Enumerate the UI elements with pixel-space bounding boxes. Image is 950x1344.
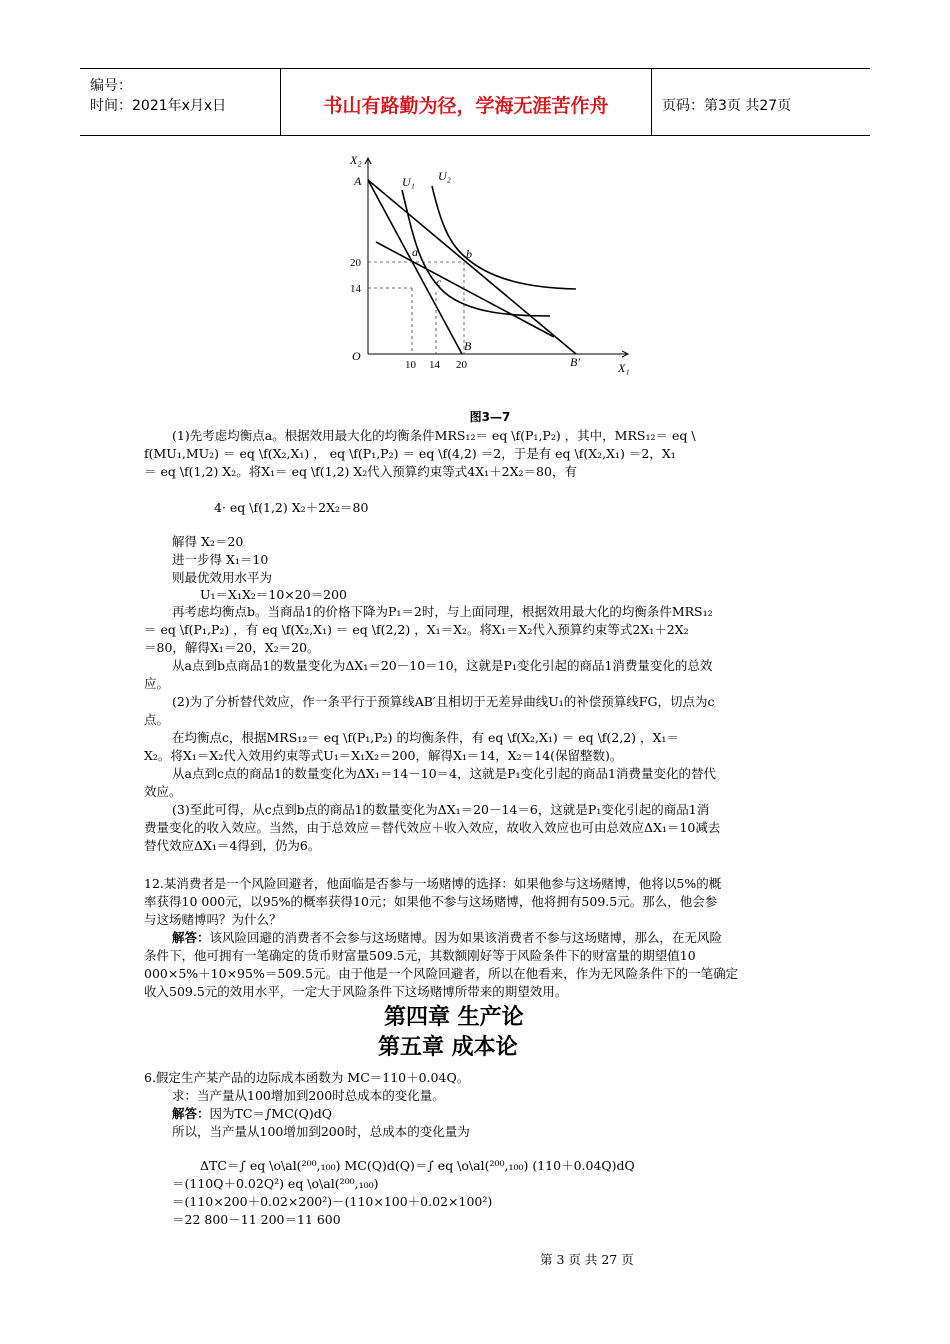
chapter-5-title: 第五章 成本论 — [378, 1035, 518, 1060]
label-x2: X₂ — [350, 153, 362, 167]
document-header — [80, 68, 870, 136]
answer-text: 该风险回避的消费者不会参与这场赌博。因为如果该消费者不参与这场赌博，那么，在无风险 — [209, 930, 723, 945]
number-label: 编号： — [90, 78, 132, 94]
text-line: (2)为了分析替代效应，作一条平行于预算线AB′且相切于无差异曲线U₁的补偿预算线FG，切点为c — [172, 694, 715, 709]
indifference-curve-figure — [340, 150, 640, 380]
answer-text: 000×5%＋10×95%＝509.5元。由于他是一个风险回避者，所以在他看来，作为无风险条件下的一笔确定 — [144, 966, 739, 981]
answer-text: 条件下，他可拥有一笔确定的货币财富量509.5元，其数额刚好等于风险条件下的财富量的期望值10 — [144, 948, 696, 963]
indifference-curve-u1 — [402, 190, 550, 316]
question-text: 12.某消费者是一个风险回避者，他面临是否参与一场赌博的选择：如果他参与这场赌博，他将以5%的概 — [144, 876, 722, 891]
answer-line — [172, 1106, 332, 1122]
date-label: 时间：2021年x月x日 — [90, 98, 227, 114]
motto: 书山有路勤为径，学海无涯苦作舟 — [323, 95, 609, 117]
label-u2: U₂ — [438, 169, 451, 183]
equation-line: ＝(110×200＋0.02×200²)－(110×100＋0.02×100²) — [172, 1194, 493, 1209]
question-text: 率获得10 000元，以95%的概率获得10元；如果他不参与这场赌博，他将拥有509.5元。那么，他会参 — [144, 894, 718, 909]
header-left-cell — [80, 69, 281, 135]
label-b-axis: B — [464, 339, 472, 353]
label-point-b: b — [466, 247, 472, 261]
label-x1: X₁ — [618, 361, 630, 375]
budget-line-abprime — [368, 180, 576, 354]
equation-line: U₁＝X₁X₂＝10×20＝200 — [200, 587, 348, 602]
text-line: 从a点到c点的商品1的数量变化为ΔX₁＝14－10＝4，这就是P₁变化引起的商品1消费量变化的替代 — [172, 766, 716, 781]
question-text: 与这场赌博吗？为什么？ — [144, 912, 282, 927]
page-label: 页码：第3页 共27页 — [662, 98, 792, 114]
figure-caption: 图3—7 — [469, 410, 511, 424]
text-line: 再考虑均衡点b。当商品1的价格下降为P₁＝2时，与上面同理，根据效用最大化的均衡条件MRS₁₂ — [172, 604, 713, 619]
text-line: 则最优效用水平为 — [172, 570, 273, 585]
answer-label: 解答： — [172, 930, 210, 945]
text-line: (1)先考虑均衡点a。根据效用最大化的均衡条件MRS₁₂＝ eq \f(P₁,P₂) ，其中，MRS₁₂＝ eq \ — [172, 428, 696, 443]
label-x10: 10 — [405, 359, 416, 371]
text-line: 应。 — [144, 676, 170, 691]
text-line: 进一步得 X₁＝10 — [172, 552, 269, 567]
equation-line: ＝22 800－11 200＝11 600 — [172, 1212, 341, 1227]
label-origin: O — [352, 349, 361, 363]
text-line: 效应。 — [144, 784, 182, 799]
question-text: 求：当产量从100增加到200时总成本的变化量。 — [172, 1088, 445, 1103]
text-line: 点。 — [144, 712, 170, 727]
header-page-cell — [652, 69, 870, 135]
equation-line: ΔTC＝∫ eq \o\al(²⁰⁰,₁₀₀) MC(Q)d(Q)＝∫ eq \o\al(²⁰⁰,₁₀₀) (110＋0.04Q)dQ — [200, 1158, 635, 1173]
label-bprime: B′ — [570, 355, 580, 369]
equation-line: 4· eq \f(1,2) X₂＋2X₂＝80 — [214, 500, 369, 515]
question-text: 6.假定生产某产品的边际成本函数为 MC＝110＋0.04Q。 — [144, 1070, 470, 1085]
label-y20: 20 — [350, 257, 361, 269]
text-line: 费量变化的收入效应。当然，由于总效应＝替代效应＋收入效应，故收入效应也可由总效应ΔX₁＝10减去 — [144, 820, 721, 835]
text-line: ＝ eq \f(P₁,P₂) ，有 eq \f(X₂,X₁) ＝ eq \f(2,2) ，X₁＝X₂。将X₁＝X₂代入预算约束等式2X₁＋2X₂ — [144, 622, 689, 637]
answer-label: 解答： — [172, 1106, 210, 1121]
label-x20: 20 — [456, 359, 467, 371]
answer-text: 收入509.5元的效用水平，一定大于风险条件下这场赌博所带来的期望效用。 — [144, 984, 568, 999]
indifference-curve-u2 — [432, 186, 576, 289]
text-line: 替代效应ΔX₁＝4得到，仍为6。 — [144, 838, 321, 853]
label-y14: 14 — [350, 283, 361, 295]
label-u1: U₁ — [402, 175, 415, 189]
label-point-c: c — [436, 275, 442, 289]
label-point-a: a — [412, 245, 418, 259]
equation-line: ＝(110Q＋0.02Q²) eq \o\al(²⁰⁰,₁₀₀) — [172, 1176, 379, 1191]
label-x14: 14 — [429, 359, 440, 371]
header-motto-cell — [281, 69, 652, 135]
page-footer: 第 3 页 共 27 页 — [540, 1252, 634, 1267]
text-line: (3)至此可得，从c点到b点的商品1的数量变化为ΔX₁＝20－14＝6，这就是P₁变化引起的商品1消 — [172, 802, 710, 817]
figure-svg — [340, 150, 640, 380]
text-line: ＝ eq \f(1,2) X₂。将X₁＝ eq \f(1,2) X₂代入预算约束等式4X₁＋2X₂＝80，有 — [144, 464, 577, 479]
answer-line — [172, 930, 722, 946]
text-line: f(MU₁,MU₂) ＝ eq \f(X₂,X₁) ， eq \f(P₁,P₂) ＝ eq \f(4,2) ＝2，于是有 eq \f(X₂,X₁) ＝2，X₁ — [144, 446, 676, 461]
answer-text: 所以，当产量从100增加到200时，总成本的变化量为 — [172, 1124, 470, 1139]
text-line: 在均衡点c，根据MRS₁₂＝ eq \f(P₁,P₂) 的均衡条件，有 eq \f(X₂,X₁) ＝ eq \f(2,2) ，X₁＝ — [172, 730, 679, 745]
budget-line-ab — [368, 180, 462, 354]
answer-text: 因为TC＝∫MC(Q)dQ — [209, 1106, 333, 1121]
text-line: X₂。将X₁＝X₂代入效用约束等式U₁＝X₁X₂＝200，解得X₁＝14，X₂＝14(保留整数)。 — [144, 748, 623, 763]
text-line: 解得 X₂＝20 — [172, 534, 244, 549]
text-line: ＝80，解得X₁＝20，X₂＝20。 — [144, 640, 320, 655]
chapter-4-title: 第四章 生产论 — [384, 1005, 524, 1030]
text-line: 从a点到b点商品1的数量变化为ΔX₁＝20－10＝10，这就是P₁变化引起的商品1消费量变化的总效 — [172, 658, 713, 673]
label-a-axis: A — [354, 174, 362, 188]
